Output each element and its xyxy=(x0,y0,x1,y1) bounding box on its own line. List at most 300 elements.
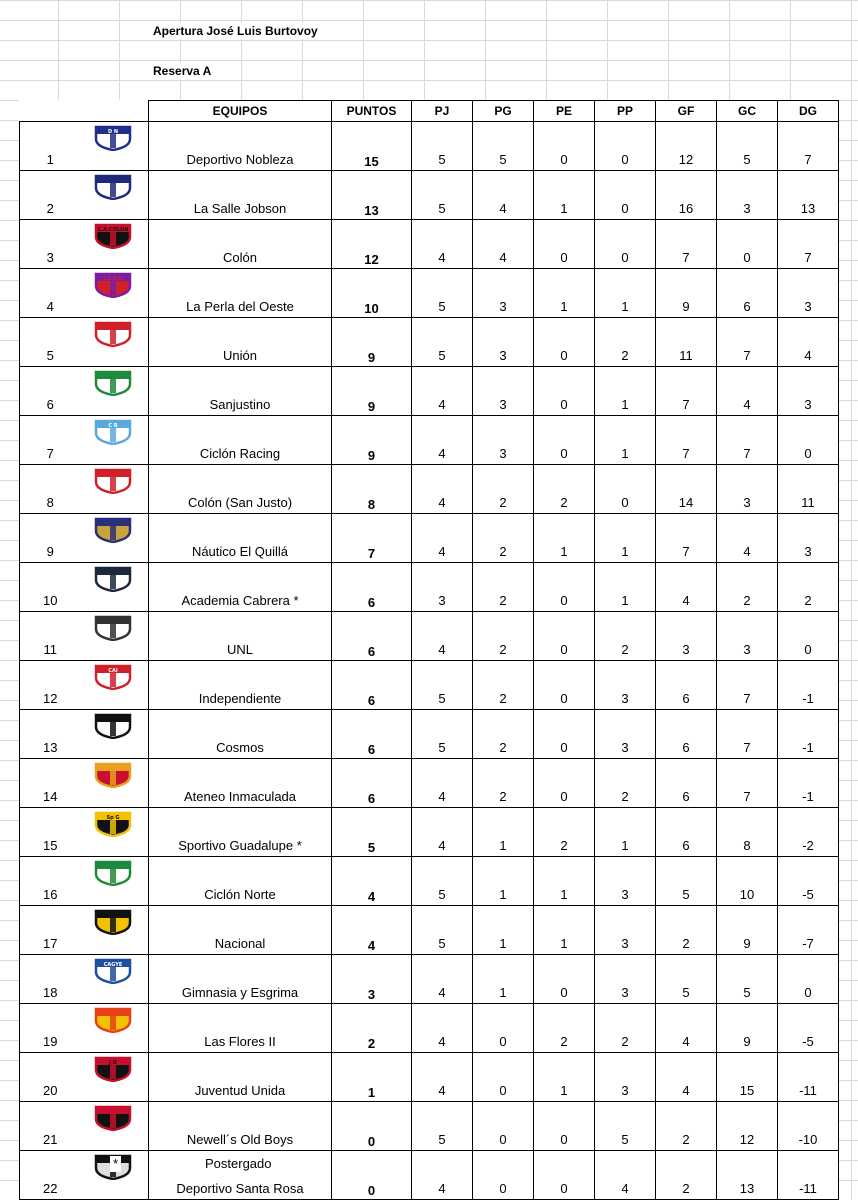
pp-cell: 3 xyxy=(595,906,656,955)
team-logo-cell xyxy=(81,367,149,416)
pts-cell: 4 xyxy=(332,857,412,906)
team-logo-cell xyxy=(81,318,149,367)
team-name-cell: Cosmos xyxy=(149,710,332,759)
team-name-cell: Náutico El Quillá xyxy=(149,514,332,563)
dg-cell: 7 xyxy=(778,220,839,269)
footnote-mark: * xyxy=(110,1156,121,1172)
pg-cell: 2 xyxy=(473,514,534,563)
pg-cell: 3 xyxy=(473,367,534,416)
pp-cell: 1 xyxy=(595,514,656,563)
team-name-cell: La Perla del Oeste xyxy=(149,269,332,318)
pg-cell: 2 xyxy=(473,563,534,612)
gc-cell: 3 xyxy=(717,465,778,514)
table-row xyxy=(20,1151,839,1200)
position-cell: 8 xyxy=(20,465,81,514)
team-logo-cell xyxy=(81,122,149,171)
pg-cell: 0 xyxy=(473,1151,534,1200)
pj-cell: 4 xyxy=(412,465,473,514)
pts-cell: 5 xyxy=(332,808,412,857)
pg-cell: 1 xyxy=(473,955,534,1004)
ciclon-racing-crest-icon xyxy=(93,419,133,445)
team-logo-cell xyxy=(81,563,149,612)
page-title: Apertura José Luis Burtovoy xyxy=(153,24,318,38)
team-name-cell: Deportivo Santa Rosa xyxy=(149,1151,332,1200)
pj-cell: 4 xyxy=(412,955,473,1004)
pg-cell: 1 xyxy=(473,857,534,906)
pe-cell: 0 xyxy=(534,612,595,661)
pj-cell: 4 xyxy=(412,808,473,857)
nacional-crest-icon xyxy=(93,909,133,935)
table-row xyxy=(20,318,839,367)
position-cell: 11 xyxy=(20,612,81,661)
pg-cell: 1 xyxy=(473,906,534,955)
pj-cell: 4 xyxy=(412,220,473,269)
header-pg: PG xyxy=(473,101,534,122)
guadalupe-crest-icon xyxy=(93,811,133,837)
pj-cell: 4 xyxy=(412,759,473,808)
pts-cell: 9 xyxy=(332,367,412,416)
dg-cell: -10 xyxy=(778,1102,839,1151)
pj-cell: 5 xyxy=(412,318,473,367)
pts-cell: 2 xyxy=(332,1004,412,1053)
pg-cell: 3 xyxy=(473,269,534,318)
pg-cell: 2 xyxy=(473,759,534,808)
dg-cell: 7 xyxy=(778,122,839,171)
las-flores-crest-icon xyxy=(93,1007,133,1033)
team-name-cell: UNL xyxy=(149,612,332,661)
dg-cell: -2 xyxy=(778,808,839,857)
gf-cell: 9 xyxy=(656,269,717,318)
pg-cell: 1 xyxy=(473,808,534,857)
gf-cell: 16 xyxy=(656,171,717,220)
pg-cell: 5 xyxy=(473,122,534,171)
gc-cell: 12 xyxy=(717,1102,778,1151)
pe-cell: 1 xyxy=(534,906,595,955)
pp-cell: 2 xyxy=(595,759,656,808)
pts-cell: 0 xyxy=(332,1102,412,1151)
gf-cell: 6 xyxy=(656,710,717,759)
table-row xyxy=(20,808,839,857)
pe-cell: 2 xyxy=(534,808,595,857)
pe-cell: 0 xyxy=(534,1151,595,1200)
position-cell: 4 xyxy=(20,269,81,318)
gc-cell: 2 xyxy=(717,563,778,612)
pj-cell: 3 xyxy=(412,563,473,612)
pe-cell: 0 xyxy=(534,563,595,612)
gc-cell: 9 xyxy=(717,1004,778,1053)
gf-cell: 6 xyxy=(656,808,717,857)
dg-cell: -1 xyxy=(778,661,839,710)
team-logo-cell xyxy=(81,955,149,1004)
pe-cell: 0 xyxy=(534,416,595,465)
pp-cell: 0 xyxy=(595,220,656,269)
table-row xyxy=(20,857,839,906)
pg-cell: 4 xyxy=(473,220,534,269)
position-cell: 12 xyxy=(20,661,81,710)
position-cell: 5 xyxy=(20,318,81,367)
pj-cell: 4 xyxy=(412,612,473,661)
gf-cell: 12 xyxy=(656,122,717,171)
pp-cell: 1 xyxy=(595,269,656,318)
gc-cell: 7 xyxy=(717,416,778,465)
pj-cell: 4 xyxy=(412,367,473,416)
pe-cell: 0 xyxy=(534,220,595,269)
table-row xyxy=(20,416,839,465)
table-row xyxy=(20,1102,839,1151)
pj-cell: 4 xyxy=(412,1053,473,1102)
division-subtitle: Reserva A xyxy=(153,64,212,78)
pj-cell: 5 xyxy=(412,269,473,318)
gf-cell: 7 xyxy=(656,367,717,416)
logo-text: J U xyxy=(108,1060,117,1066)
pg-cell: 3 xyxy=(473,416,534,465)
gc-cell: 6 xyxy=(717,269,778,318)
position-cell: 1 xyxy=(20,122,81,171)
dg-cell: 13 xyxy=(778,171,839,220)
table-row xyxy=(20,514,839,563)
pts-cell: 6 xyxy=(332,612,412,661)
gimnasia-crest-icon xyxy=(93,958,133,984)
pj-cell: 5 xyxy=(412,906,473,955)
team-name-cell: Ciclón Norte xyxy=(149,857,332,906)
pp-cell: 3 xyxy=(595,857,656,906)
pp-cell: 5 xyxy=(595,1102,656,1151)
team-logo-cell xyxy=(81,1102,149,1151)
pts-cell: 9 xyxy=(332,318,412,367)
gc-cell: 10 xyxy=(717,857,778,906)
pg-cell: 4 xyxy=(473,171,534,220)
standings-table xyxy=(19,100,839,1200)
gf-cell: 2 xyxy=(656,1102,717,1151)
team-name-cell: Unión xyxy=(149,318,332,367)
team-logo-cell xyxy=(81,906,149,955)
sanjustino-crest-icon xyxy=(93,370,133,396)
table-row xyxy=(20,661,839,710)
team-logo-cell xyxy=(81,416,149,465)
position-cell: 9 xyxy=(20,514,81,563)
pp-cell: 3 xyxy=(595,1053,656,1102)
pj-cell: 4 xyxy=(412,1004,473,1053)
pe-cell: 1 xyxy=(534,857,595,906)
header-puntos: PUNTOS xyxy=(332,101,412,122)
pp-cell: 2 xyxy=(595,612,656,661)
footnote-text: Postergado xyxy=(202,1156,275,1172)
pp-cell: 3 xyxy=(595,661,656,710)
pp-cell: 3 xyxy=(595,955,656,1004)
pp-cell: 0 xyxy=(595,171,656,220)
gc-cell: 9 xyxy=(717,906,778,955)
pe-cell: 0 xyxy=(534,661,595,710)
team-logo-cell xyxy=(81,612,149,661)
pj-cell: 5 xyxy=(412,1102,473,1151)
gc-cell: 7 xyxy=(717,661,778,710)
dg-cell: 11 xyxy=(778,465,839,514)
header-pp: PP xyxy=(595,101,656,122)
pts-cell: 4 xyxy=(332,906,412,955)
gc-cell: 4 xyxy=(717,367,778,416)
logo-text: D N xyxy=(107,129,118,135)
team-logo-cell xyxy=(81,171,149,220)
gf-cell: 4 xyxy=(656,563,717,612)
team-name-cell: Juventud Unida xyxy=(149,1053,332,1102)
pp-cell: 2 xyxy=(595,318,656,367)
gc-cell: 4 xyxy=(717,514,778,563)
table-row xyxy=(20,710,839,759)
pg-cell: 2 xyxy=(473,465,534,514)
pe-cell: 1 xyxy=(534,1053,595,1102)
gf-cell: 2 xyxy=(656,1151,717,1200)
colon-sj-crest-icon xyxy=(93,468,133,494)
pe-cell: 0 xyxy=(534,1102,595,1151)
position-cell: 13 xyxy=(20,710,81,759)
position-cell: 15 xyxy=(20,808,81,857)
position-cell: 3 xyxy=(20,220,81,269)
pts-cell: 10 xyxy=(332,269,412,318)
dg-cell: -1 xyxy=(778,759,839,808)
pp-cell: 1 xyxy=(595,808,656,857)
gf-cell: 5 xyxy=(656,857,717,906)
ciclon-norte-crest-icon xyxy=(93,860,133,886)
dg-cell: 3 xyxy=(778,367,839,416)
logo-text: C R xyxy=(107,423,118,429)
logo-text: CAGYE xyxy=(103,962,122,968)
gf-cell: 7 xyxy=(656,514,717,563)
pj-cell: 5 xyxy=(412,171,473,220)
logo-text: CAI xyxy=(107,668,118,674)
team-name-cell: La Salle Jobson xyxy=(149,171,332,220)
gc-cell: 5 xyxy=(717,955,778,1004)
union-crest-icon xyxy=(93,321,133,347)
newells-crest-icon xyxy=(93,1105,133,1131)
pp-cell: 2 xyxy=(595,1004,656,1053)
position-cell: 6 xyxy=(20,367,81,416)
gc-cell: 3 xyxy=(717,612,778,661)
gf-cell: 2 xyxy=(656,906,717,955)
perla-crest-icon xyxy=(93,272,133,298)
gf-cell: 11 xyxy=(656,318,717,367)
pg-cell: 0 xyxy=(473,1053,534,1102)
pts-cell: 6 xyxy=(332,710,412,759)
gf-cell: 3 xyxy=(656,612,717,661)
team-logo-cell xyxy=(81,1004,149,1053)
table-row xyxy=(20,955,839,1004)
dg-cell: -11 xyxy=(778,1151,839,1200)
team-logo-cell xyxy=(81,269,149,318)
dg-cell: 3 xyxy=(778,269,839,318)
pts-cell: 3 xyxy=(332,955,412,1004)
gc-cell: 7 xyxy=(717,710,778,759)
pj-cell: 5 xyxy=(412,122,473,171)
table-row xyxy=(20,906,839,955)
pe-cell: 0 xyxy=(534,955,595,1004)
academia-crest-icon xyxy=(93,566,133,592)
dn-crest-icon xyxy=(93,125,133,151)
header-blank-pos xyxy=(20,101,81,122)
pj-cell: 4 xyxy=(412,1151,473,1200)
pts-cell: 12 xyxy=(332,220,412,269)
dg-cell: 0 xyxy=(778,416,839,465)
pe-cell: 1 xyxy=(534,269,595,318)
team-name-cell: Newell´s Old Boys xyxy=(149,1102,332,1151)
logo-text: C.L.P.O xyxy=(102,276,123,282)
pj-cell: 4 xyxy=(412,514,473,563)
team-name-cell: Colón xyxy=(149,220,332,269)
pts-cell: 13 xyxy=(332,171,412,220)
pp-cell: 1 xyxy=(595,416,656,465)
position-cell: 19 xyxy=(20,1004,81,1053)
gc-cell: 7 xyxy=(717,318,778,367)
pe-cell: 1 xyxy=(534,514,595,563)
header-pe: PE xyxy=(534,101,595,122)
dg-cell: 0 xyxy=(778,612,839,661)
la-salle-crest-icon xyxy=(93,174,133,200)
dg-cell: 0 xyxy=(778,955,839,1004)
gc-cell: 5 xyxy=(717,122,778,171)
gc-cell: 8 xyxy=(717,808,778,857)
position-cell: 7 xyxy=(20,416,81,465)
header-equipos: EQUIPOS xyxy=(149,101,332,122)
dg-cell: -1 xyxy=(778,710,839,759)
pe-cell: 0 xyxy=(534,367,595,416)
pts-cell: 6 xyxy=(332,563,412,612)
pts-cell: 6 xyxy=(332,661,412,710)
team-name-cell: Gimnasia y Esgrima xyxy=(149,955,332,1004)
pts-cell: 0 xyxy=(332,1151,412,1200)
position-cell: 21 xyxy=(20,1102,81,1151)
header-gc: GC xyxy=(717,101,778,122)
position-cell: 18 xyxy=(20,955,81,1004)
team-logo-cell xyxy=(81,1053,149,1102)
gc-cell: 13 xyxy=(717,1151,778,1200)
pe-cell: 0 xyxy=(534,122,595,171)
pe-cell: 0 xyxy=(534,710,595,759)
header-pj: PJ xyxy=(412,101,473,122)
pp-cell: 1 xyxy=(595,367,656,416)
gf-cell: 5 xyxy=(656,955,717,1004)
pj-cell: 5 xyxy=(412,710,473,759)
table-row xyxy=(20,563,839,612)
table-row xyxy=(20,1004,839,1053)
team-name-cell: Ciclón Racing xyxy=(149,416,332,465)
gf-cell: 14 xyxy=(656,465,717,514)
pts-cell: 6 xyxy=(332,759,412,808)
table-row xyxy=(20,1053,839,1102)
team-name-cell: Nacional xyxy=(149,906,332,955)
table-row xyxy=(20,171,839,220)
logo-text: Sp G xyxy=(105,815,120,821)
team-name-cell: Sportivo Guadalupe * xyxy=(149,808,332,857)
pj-cell: 5 xyxy=(412,857,473,906)
header-row xyxy=(20,101,839,122)
dg-cell: -5 xyxy=(778,857,839,906)
team-name-cell: Las Flores II xyxy=(149,1004,332,1053)
team-name-cell: Sanjustino xyxy=(149,367,332,416)
gf-cell: 6 xyxy=(656,759,717,808)
pe-cell: 2 xyxy=(534,465,595,514)
pg-cell: 2 xyxy=(473,661,534,710)
dg-cell: -11 xyxy=(778,1053,839,1102)
pg-cell: 2 xyxy=(473,612,534,661)
gf-cell: 6 xyxy=(656,661,717,710)
position-cell: 2 xyxy=(20,171,81,220)
pe-cell: 0 xyxy=(534,318,595,367)
dg-cell: -5 xyxy=(778,1004,839,1053)
pts-cell: 1 xyxy=(332,1053,412,1102)
table-row xyxy=(20,122,839,171)
nautico-crest-icon xyxy=(93,517,133,543)
cosmos-crest-icon xyxy=(93,713,133,739)
team-logo-cell xyxy=(81,857,149,906)
pg-cell: 2 xyxy=(473,710,534,759)
pg-cell: 3 xyxy=(473,318,534,367)
pts-cell: 8 xyxy=(332,465,412,514)
pj-cell: 4 xyxy=(412,416,473,465)
unl-seal-icon xyxy=(93,615,133,641)
table-row xyxy=(20,612,839,661)
gf-cell: 4 xyxy=(656,1004,717,1053)
position-cell: 16 xyxy=(20,857,81,906)
team-name-cell: Colón (San Justo) xyxy=(149,465,332,514)
team-logo-cell xyxy=(81,759,149,808)
team-name-cell: Academia Cabrera * xyxy=(149,563,332,612)
header-dg: DG xyxy=(778,101,839,122)
pp-cell: 0 xyxy=(595,122,656,171)
position-cell: 10 xyxy=(20,563,81,612)
header-blank-logo xyxy=(81,101,149,122)
pp-cell: 4 xyxy=(595,1151,656,1200)
team-name-cell: Ateneo Inmaculada xyxy=(149,759,332,808)
team-logo-cell xyxy=(81,661,149,710)
dg-cell: 2 xyxy=(778,563,839,612)
gc-cell: 7 xyxy=(717,759,778,808)
pj-cell: 5 xyxy=(412,661,473,710)
pts-cell: 9 xyxy=(332,416,412,465)
gc-cell: 0 xyxy=(717,220,778,269)
table-row xyxy=(20,220,839,269)
pe-cell: 0 xyxy=(534,759,595,808)
table-row xyxy=(20,759,839,808)
pe-cell: 1 xyxy=(534,171,595,220)
team-logo-cell xyxy=(81,220,149,269)
pp-cell: 1 xyxy=(595,563,656,612)
position-cell: 20 xyxy=(20,1053,81,1102)
team-logo-cell xyxy=(81,808,149,857)
pg-cell: 0 xyxy=(473,1102,534,1151)
pp-cell: 0 xyxy=(595,465,656,514)
colon-crest-icon xyxy=(93,223,133,249)
independiente-crest-icon xyxy=(93,664,133,690)
logo-text: C.A.COLON xyxy=(97,227,128,233)
table-row xyxy=(20,465,839,514)
dg-cell: -7 xyxy=(778,906,839,955)
gf-cell: 4 xyxy=(656,1053,717,1102)
position-cell: 17 xyxy=(20,906,81,955)
dg-cell: 4 xyxy=(778,318,839,367)
team-logo-cell xyxy=(81,710,149,759)
dg-cell: 3 xyxy=(778,514,839,563)
team-name-cell: Deportivo Nobleza xyxy=(149,122,332,171)
gc-cell: 3 xyxy=(717,171,778,220)
team-logo-cell xyxy=(81,465,149,514)
pp-cell: 3 xyxy=(595,710,656,759)
header-gf: GF xyxy=(656,101,717,122)
gc-cell: 15 xyxy=(717,1053,778,1102)
table-row xyxy=(20,269,839,318)
gf-cell: 7 xyxy=(656,220,717,269)
position-cell: 14 xyxy=(20,759,81,808)
team-logo-cell xyxy=(81,514,149,563)
table-row xyxy=(20,367,839,416)
